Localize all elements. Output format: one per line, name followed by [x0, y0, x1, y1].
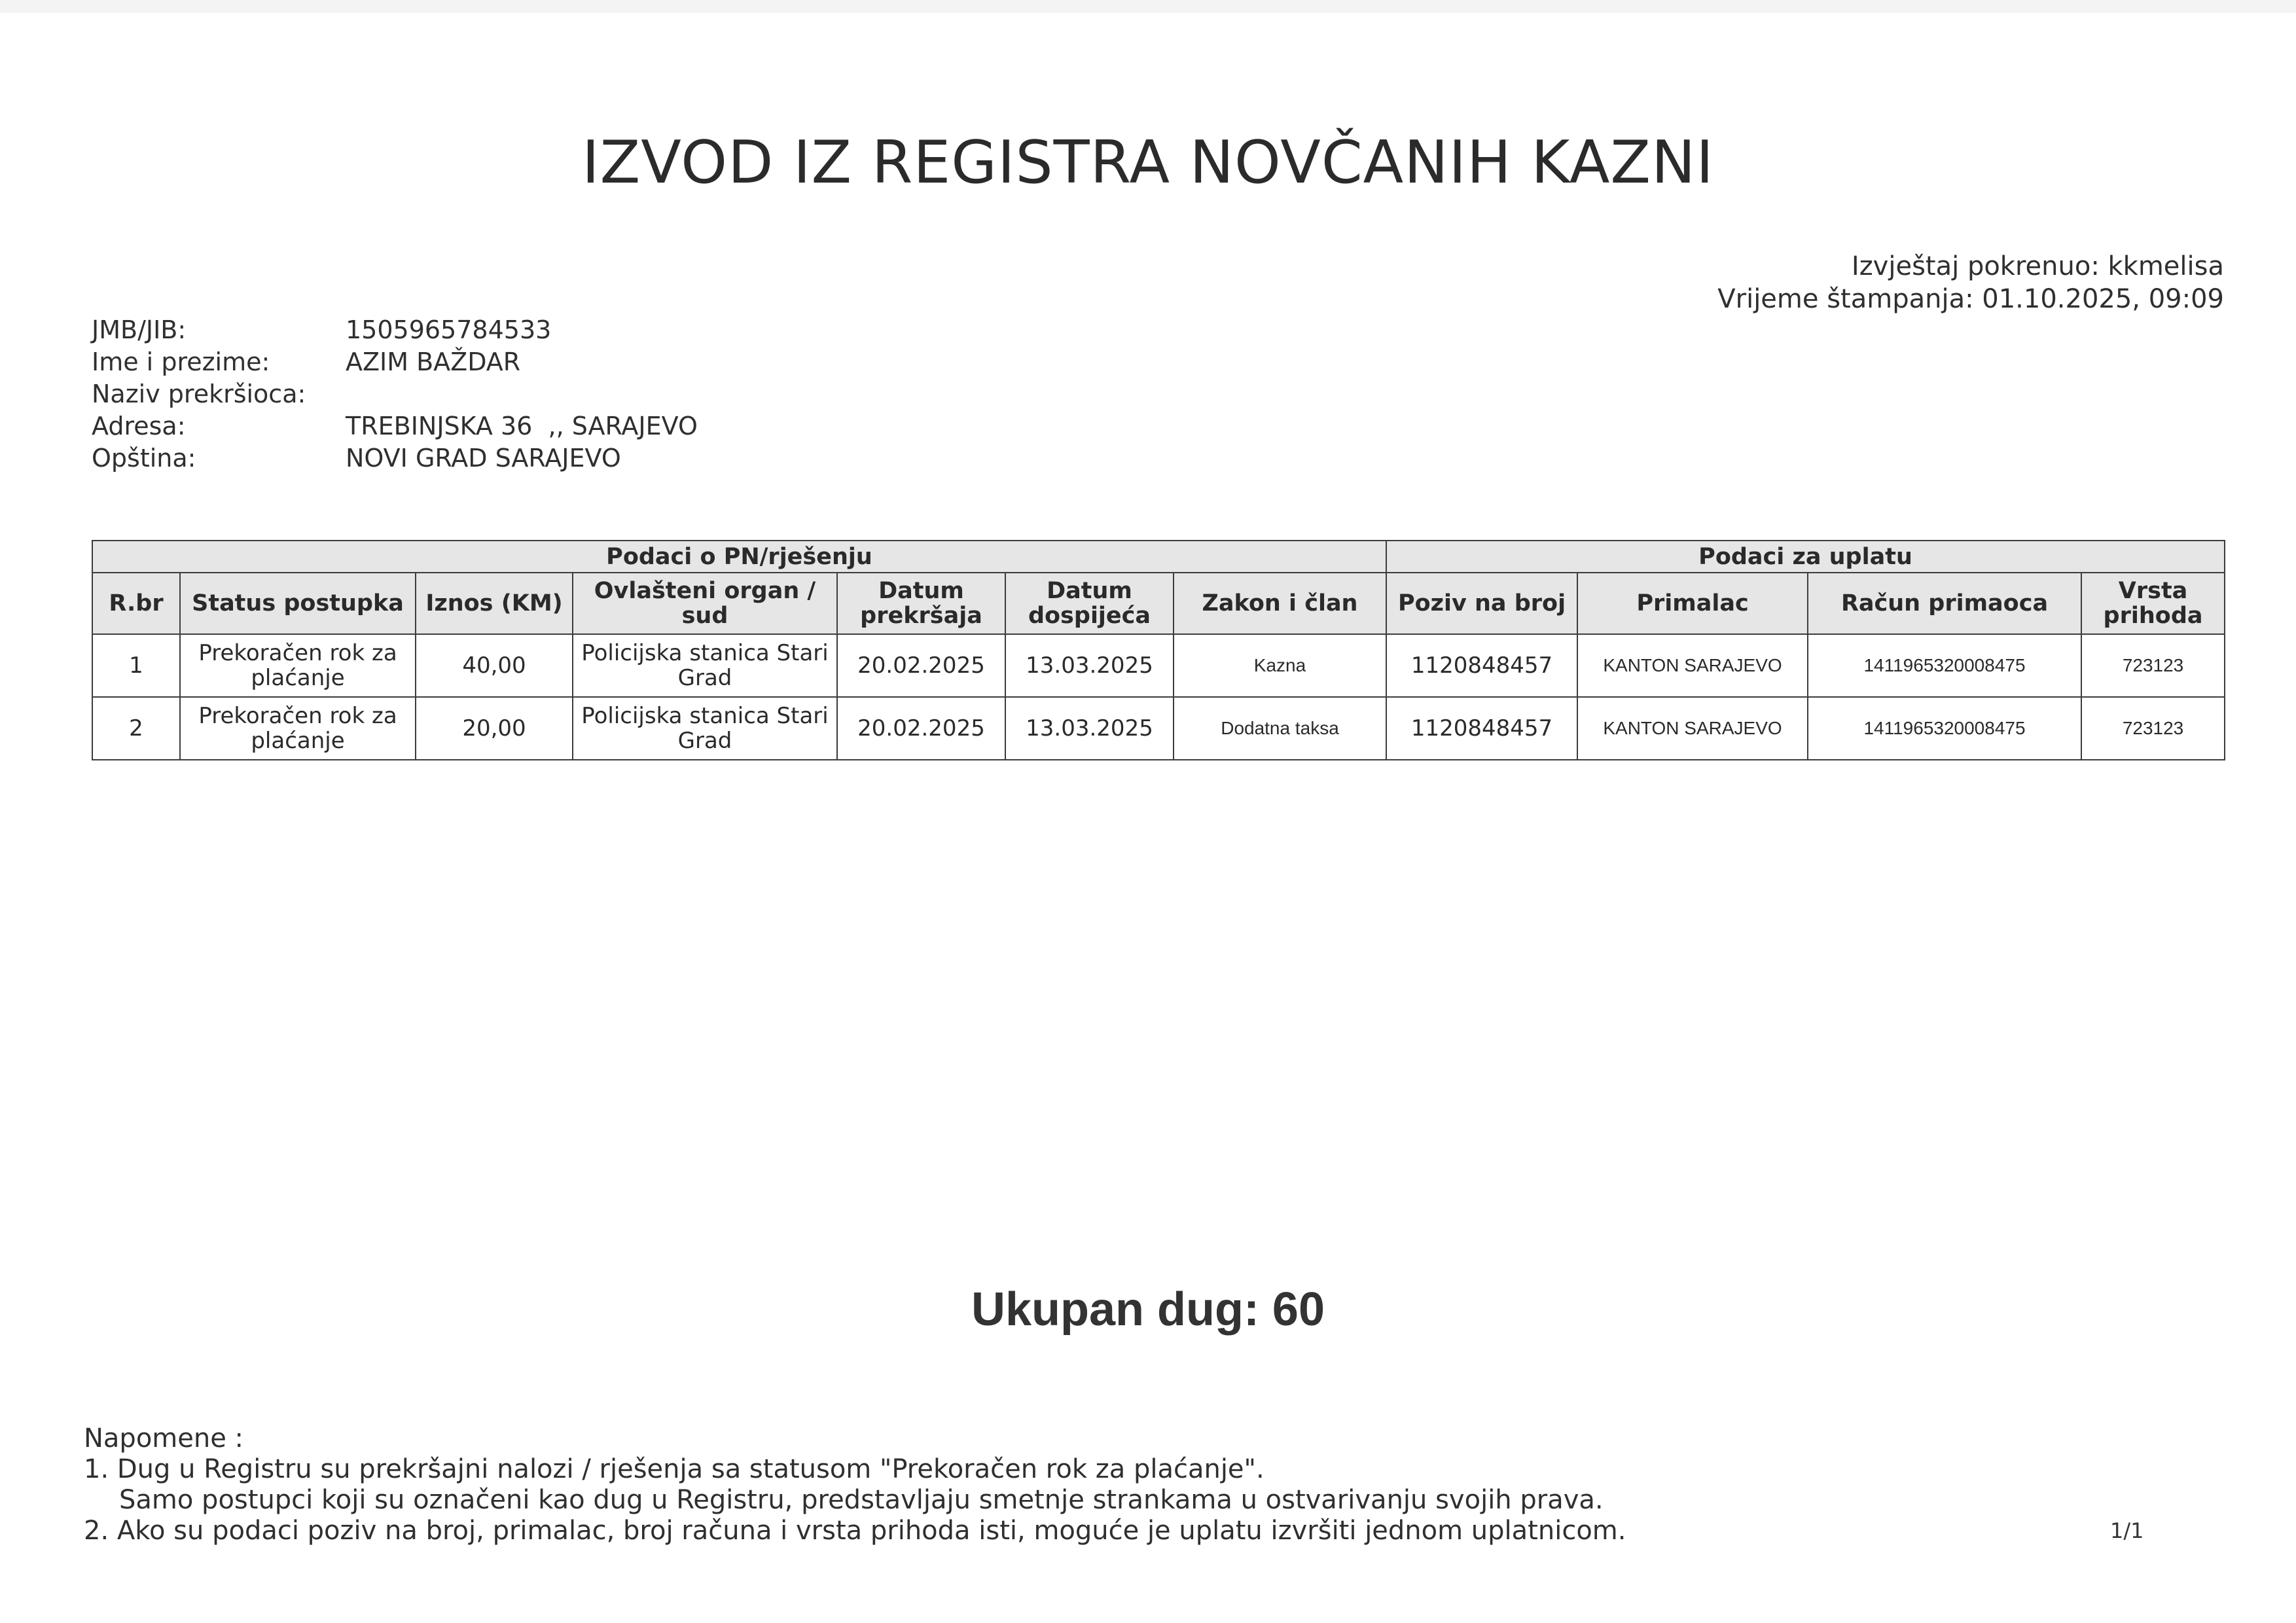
- page-number: 1/1: [2110, 1518, 2144, 1543]
- table-group-header: [92, 541, 2225, 573]
- column-header: R.br: [92, 573, 180, 634]
- group-header-payment: Podaci za uplatu: [1386, 541, 2225, 573]
- table-cell: Dodatna taksa: [1174, 697, 1386, 760]
- table-cell: 1120848457: [1386, 697, 1577, 760]
- report-meta: [1717, 250, 2224, 315]
- table-cell: 723123: [2081, 634, 2225, 697]
- info-value: NOVI GRAD SARAJEVO: [346, 444, 621, 473]
- info-label: Opština:: [92, 444, 196, 473]
- table-cell: 1120848457: [1386, 634, 1577, 697]
- column-header: Poziv na broj: [1386, 573, 1577, 634]
- table-cell: Kazna: [1174, 634, 1386, 697]
- table-cell: 2: [92, 697, 180, 760]
- table-cell: Prekoračen rok za plaćanje: [180, 634, 416, 697]
- table-cell: KANTON SARAJEVO: [1577, 634, 1808, 697]
- table-cell: Policijska stanica Stari Grad: [573, 697, 837, 760]
- notes-section: [84, 1423, 1626, 1546]
- info-value: TREBINJSKA 36 ,, SARAJEVO: [346, 412, 698, 440]
- column-header: Primalac: [1577, 573, 1808, 634]
- table-cell: 1: [92, 634, 180, 697]
- table-row: [92, 697, 2225, 760]
- table-row: [92, 634, 2225, 697]
- table-cell: 40,00: [416, 634, 573, 697]
- note-line: 2. Ako su podaci poziv na broj, primalac, broj računa i vrsta prihoda isti, moguće je uplatu izvršiti jednom uplatnicom.: [84, 1516, 1626, 1546]
- column-header: Datum prekršaja: [837, 573, 1005, 634]
- total-debt: Ukupan dug: 60: [971, 1283, 1325, 1336]
- group-header-pn: Podaci o PN/rješenju: [92, 541, 1386, 573]
- table-cell: 20,00: [416, 697, 573, 760]
- document-page: [0, 13, 2296, 1623]
- column-header: Zakon i član: [1174, 573, 1386, 634]
- offender-info: [92, 314, 698, 474]
- column-header: Iznos (KM): [416, 573, 573, 634]
- info-row-jmb: [92, 314, 698, 346]
- info-row-name: [92, 346, 698, 378]
- notes-heading: Napomene :: [84, 1423, 244, 1454]
- column-header: Vrsta prihoda: [2081, 573, 2225, 634]
- print-time: Vrijeme štampanja: 01.10.2025, 09:09: [1717, 284, 2224, 314]
- fines-table: [92, 540, 2225, 760]
- info-label: Ime i prezime:: [92, 348, 270, 376]
- column-header: Ovlašteni organ / sud: [573, 573, 837, 634]
- column-header: Datum dospijeća: [1005, 573, 1174, 634]
- table-cell: 20.02.2025: [837, 634, 1005, 697]
- column-header: Status postupka: [180, 573, 416, 634]
- table-cell: 13.03.2025: [1005, 697, 1174, 760]
- table-cell: KANTON SARAJEVO: [1577, 697, 1808, 760]
- note-line: Samo postupci koji su označeni kao dug u Registru, predstavljaju smetnje strankama u ostvarivanju svojih prava.: [119, 1485, 1604, 1515]
- note-line: 1. Dug u Registru su prekršajni nalozi / rješenja sa statusom "Prekoračen rok za plaćanje".: [84, 1454, 1265, 1484]
- document-title: IZVOD IZ REGISTRA NOVČANIH KAZNI: [582, 128, 1714, 197]
- table-cell: 723123: [2081, 697, 2225, 760]
- table-cell: 20.02.2025: [837, 697, 1005, 760]
- table-cell: 13.03.2025: [1005, 634, 1174, 697]
- column-header: Račun primaoca: [1808, 573, 2081, 634]
- info-value: 1505965784533: [346, 315, 552, 344]
- table-column-header: [92, 573, 2225, 634]
- table-cell: Policijska stanica Stari Grad: [573, 634, 837, 697]
- info-row-municipality: [92, 442, 698, 474]
- info-row-offender-name: [92, 378, 698, 410]
- table-cell: 1411965320008475: [1808, 634, 2081, 697]
- info-label: Adresa:: [92, 412, 186, 440]
- info-label: JMB/JIB:: [92, 315, 187, 344]
- info-label: Naziv prekršioca:: [92, 380, 306, 408]
- info-row-address: [92, 410, 698, 442]
- report-started-by: Izvještaj pokrenuo: kkmelisa: [1851, 251, 2224, 281]
- info-value: AZIM BAŽDAR: [346, 348, 521, 376]
- table-cell: 1411965320008475: [1808, 697, 2081, 760]
- table-cell: Prekoračen rok za plaćanje: [180, 697, 416, 760]
